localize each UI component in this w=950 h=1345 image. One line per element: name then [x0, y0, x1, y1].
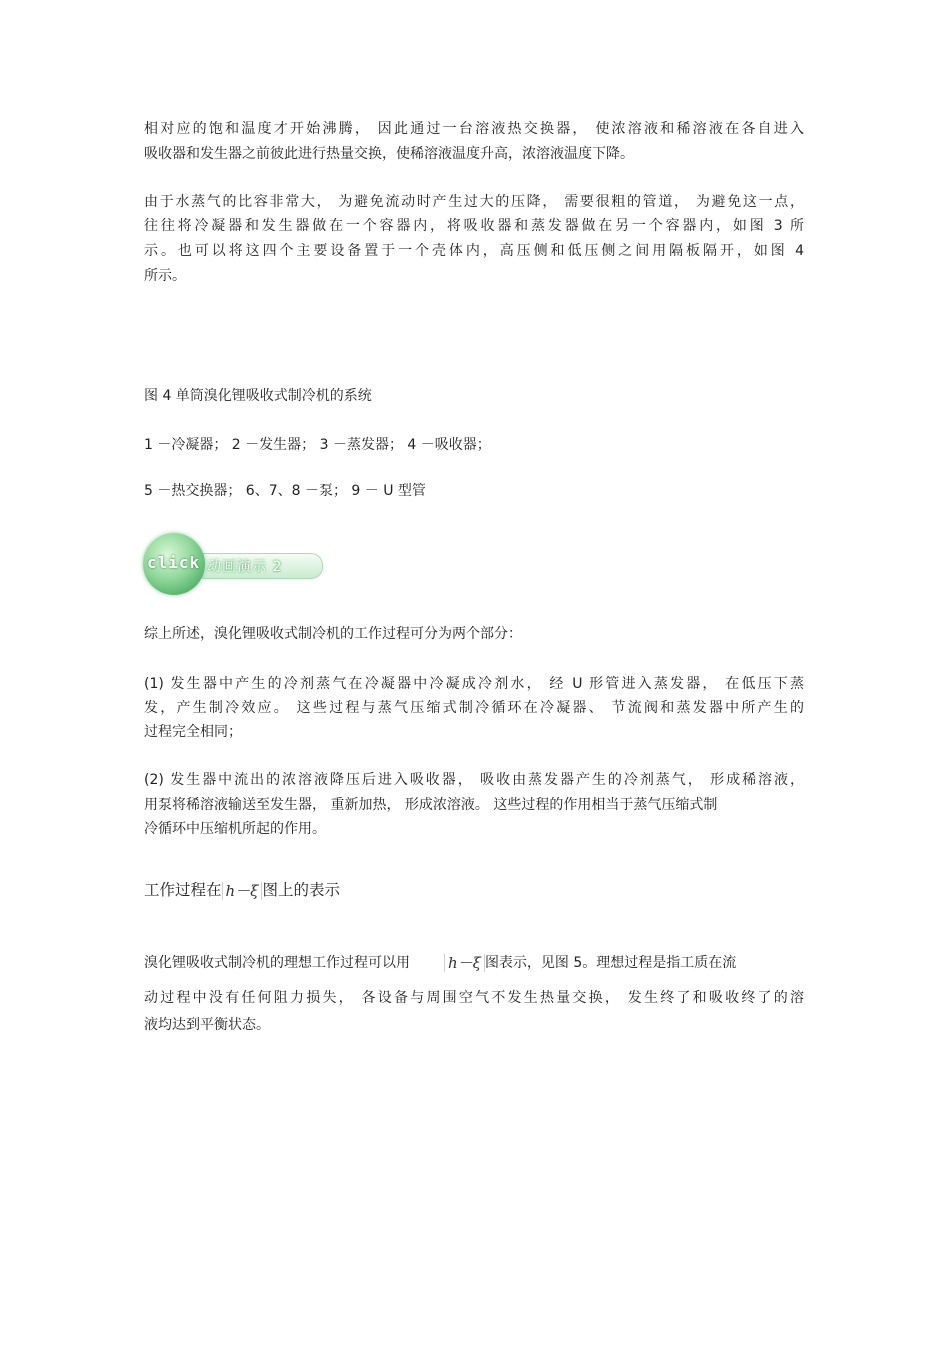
- figure-caption: 图 4 单筒溴化锂吸收式制冷机的系统: [144, 388, 372, 404]
- figure-legend-line-1: 1 －冷凝器； 2 －发生器； 3 －蒸发器； 4 －吸收器；: [144, 437, 491, 453]
- summary-item-1-line-3: 过程完全相同；: [144, 724, 242, 740]
- button-orb-text: click: [147, 553, 201, 572]
- paragraph-1-line-1: 相对应的饱和温度才开始沸腾， 因此通过一台溶液热交换器， 使浓溶液和稀溶液在各自进入: [144, 121, 804, 137]
- animation-demo-button[interactable]: [143, 533, 325, 595]
- summary-item-1-line-1: (1) 发生器中产生的冷剂蒸气在冷凝器中冷凝成冷剂水， 经 U 形管进入蒸发器， 在低压下蒸: [144, 676, 804, 692]
- ideal-line-1-suffix: 图表示，见图 5。理想过程是指工质在流: [484, 955, 737, 971]
- paragraph-2-line-1: 由于水蒸气的比容非常大， 为避免流动时产生过大的压降， 需要很粗的管道， 为避免这一点，: [144, 194, 804, 210]
- ideal-process-line-3: 液均达到平衡状态。: [144, 1017, 270, 1033]
- section-heading: [144, 880, 804, 900]
- summary-item-2-line-1: (2) 发生器中流出的浓溶液降压后进入吸收器， 吸收由蒸发器产生的冷剂蒸气， 形成稀溶液，: [144, 772, 804, 788]
- summary-item-2-line-2: 用泵将稀溶液输送至发生器， 重新加热， 形成浓溶液。 这些过程的作用相当于蒸气压缩式制: [144, 797, 718, 813]
- button-label: 动画演示 2: [207, 559, 283, 575]
- paragraph-2-line-2: 往往将冷凝器和发生器做在一个容器内，将吸收器和蒸发器做在另一个容器内，如图 3 所: [144, 218, 804, 234]
- section-heading-suffix: 图上的表示: [262, 881, 340, 899]
- ideal-process-line-2: 动过程中没有任何阻力损失， 各设备与周围空气不发生热量交换， 发生终了和吸收终了的溶: [144, 990, 804, 1006]
- summary-item-2-line-3: 冷循环中压缩机所起的作用。: [144, 821, 326, 837]
- summary-intro: 综上所述，溴化锂吸收式制冷机的工作过程可分为两个部分：: [144, 626, 522, 642]
- paragraph-2-line-3: 示。也可以将这四个主要设备置于一个壳体内，高压侧和低压侧之间用隔板隔开，如图 4: [144, 243, 804, 259]
- ideal-process-line-1: [144, 953, 804, 973]
- h-xi-formula-image-2: h－ξ: [444, 954, 485, 972]
- paragraph-2-line-4: 所示。: [144, 268, 186, 284]
- summary-item-1-line-2: 发，产生制冷效应。 这些过程与蒸气压缩式制冷循环在冷凝器、 节流阀和蒸发器中所产生的: [144, 700, 804, 716]
- h-xi-formula-image: h－ξ: [222, 882, 263, 900]
- section-heading-prefix: 工作过程在: [144, 881, 222, 899]
- ideal-line-1-prefix: 溴化锂吸收式制冷机的理想工作过程可以用: [144, 955, 410, 971]
- figure-legend-line-2: 5 －热交换器； 6、7、8 －泵； 9 － U 型管: [144, 483, 426, 499]
- paragraph-1-line-2: 吸收器和发生器之前彼此进行热量交换，使稀溶液温度升高，浓溶液温度下降。: [144, 146, 634, 162]
